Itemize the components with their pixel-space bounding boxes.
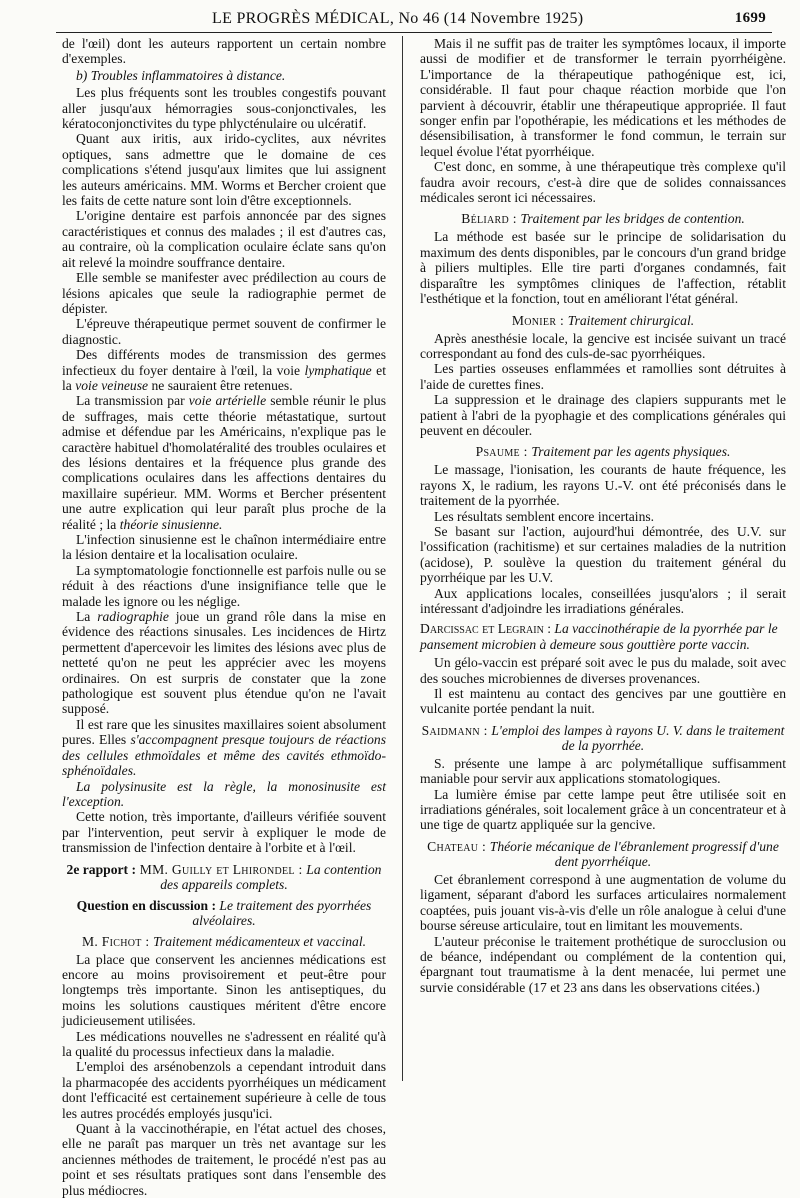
paragraph: Se basant sur l'action, aujourd'hui démontrée, des U.V. sur l'ossification (rachitisme) et sur certaines maladies de la nutrition (acidose), P. soulève la question du traitement général du pyorrhéique par les U.V.: [420, 523, 786, 586]
communication-title: Traitement par les agents physiques.: [531, 444, 731, 460]
communication-heading: [420, 313, 786, 328]
text-run: Il est rare que les sinusites maxillaires soient absolument pures. Elles: [62, 716, 386, 748]
paragraph: Elle semble se manifester avec prédilection au cours de lésions apicales que seule la radiographie permet de dépister.: [62, 270, 386, 316]
paragraph: Les parties osseuses enflammées et ramollies sont détruites à l'aide de curettes fines.: [420, 361, 786, 392]
paragraph: Quant aux iritis, aux irido-cyclites, aux névrites optiques, sans admettre que le domaine de ces complications s'étend jusqu'aux limites que lui assignent les auteurs américains. MM. Worms et Bercher croient que les faits de cette nature sont loin d'être exceptionnels.: [62, 131, 386, 209]
emphasis: voie veineuse: [75, 377, 149, 393]
paragraph: Les résultats semblent encore incertains.: [434, 508, 655, 524]
paragraph: La symptomatologie fonctionnelle est parfois nulle ou se réduit à des réactions d'une insignifiance telle que le malade les ignore ou les néglige.: [62, 562, 386, 609]
header-rule: [56, 32, 772, 33]
paragraph: La méthode est basée sur le principe de solidarisation du maximum des dents disponibles, par le concours d'un grand bridge à piliers multiples. Elle tire parti d'organes condamnés, fait disparaître les symptômes cliniques de l'affection, rétablit l'esthétique et la fonction, tout en améliorant l'état général.: [420, 229, 786, 307]
communication-title: Traitement par les bridges de contention.: [520, 211, 745, 227]
paragraph: S. présente une lampe à arc polymétallique suffisamment maniable pour servir aux applications stomatologiques.: [420, 755, 786, 787]
column-divider: [402, 36, 403, 1081]
communication-title: Traitement chirurgical.: [567, 312, 695, 328]
question-title: Le traitement des pyorrhées alvéolaires.: [192, 897, 372, 928]
paragraph: Aux applications locales, conseillées jusqu'alors ; il serait intéressant d'adjoindre les irradiations générales.: [420, 585, 786, 616]
paragraph: L'épreuve thérapeutique permet souvent de confirmer le diagnostic.: [62, 316, 386, 347]
paragraph: [62, 393, 386, 532]
paragraph: Un gélo-vaccin est préparé soit avec le pus du malade, soit avec des souches microbiennes de diverses provenances.: [420, 655, 786, 686]
communication-heading: [420, 723, 786, 753]
author-name: Darcissac et Legrain :: [420, 621, 555, 637]
journal-title: LE PROGRÈS MÉDICAL, No 46 (14 Novembre 1925): [212, 10, 584, 27]
text-run: Des différents modes de transmission des germes infectieux du foyer dentaire à l'œil, la voie: [62, 347, 386, 378]
paragraph: [62, 609, 386, 717]
communication-title: Théorie mécanique de l'ébranlement progressif d'une dent pyorrhéique.: [489, 838, 779, 869]
paragraph: [62, 717, 386, 779]
running-header: [62, 6, 770, 32]
paragraph: L'origine dentaire est parfois annoncée par des signes caractéristiques et connus des malades ; il est d'autres cas, au contraire, où la complication oculaire éclate sans qu'on ait relevé la moindre souffrance dentaire.: [62, 208, 386, 270]
text-run: et la: [62, 362, 386, 393]
paragraph: Cet ébranlement correspond à une augmentation de volume du ligament, séparant d'abord les surfaces articulaires normalement coaptées, puis jouant vis-à-vis d'elle un rôle analogue à celui d'une bourse séreuse articulaire, tout en limitant les mouvements.: [420, 871, 786, 934]
paragraph: La place que conservent les anciennes médications est encore au moins provisoirement et peut-être pour longtemps très importante. Sinon les antiseptiques, du moins les solutions caustiques méritent d'être encore judicieusement utilisées.: [62, 951, 386, 1029]
question-heading: [62, 898, 386, 928]
left-column: [62, 36, 386, 1198]
paragraph: La polysinusite est la règle, la monosinusite est l'exception.: [62, 778, 386, 809]
author-name: Béliard :: [461, 211, 521, 227]
author-name: Monier :: [511, 312, 568, 328]
emphasis: voie artérielle: [188, 393, 267, 409]
paragraph: L'infection sinusienne est le chaînon intermédiaire entre la lésion dentaire et la localisation oculaire.: [62, 532, 386, 563]
communication-title: L'emploi des lampes à rayons U. V. dans le traitement de la pyorrhée.: [491, 722, 785, 753]
paragraph: La lumière émise par cette lampe peut être utilisée soit en irradiations générales, soit localement grâce à un concentrateur et à une tige de quartz appliquée sur la gencive.: [420, 786, 786, 833]
communication-heading: [420, 444, 786, 459]
question-label: Question en discussion :: [76, 897, 217, 913]
paragraph: [62, 347, 386, 393]
report-heading: [62, 862, 386, 892]
subsection-heading: b) Troubles inflammatoires à distance.: [76, 67, 286, 83]
text-run: joue un grand rôle dans la mise en évidence des réactions sinusales. Les incidences de Hirtz permettent d'apercevoir les limites des lésions avec plus de netteté qu'on ne peut les apprécier avec les moyens ordinaires. On est surpris de constater que la zone pathologique est souvent plus étendue qu'on ne l'avait supposé.: [62, 609, 386, 717]
paragraph: Cette notion, très importante, d'ailleurs vérifiée souvent par l'intervention, peut servir à expliquer le mode de transmission de l'infection dentaire à l'orbite et à l'œil.: [62, 809, 386, 856]
emphasis: lymphatique: [304, 362, 372, 378]
author-name: Saidmann :: [421, 722, 492, 738]
paragraph: C'est donc, en somme, à une thérapeutique très complexe qu'il faudra avoir recours, c'est-à dire que de solides connaissances médicales seront ici nécessaires.: [420, 159, 786, 206]
emphasis: s'accompagnent presque toujours de réactions des cellules ethmoïdales et même des cavités ethmoïdo-sphénoïdales.: [62, 732, 386, 779]
report-title: La contention des appareils complets.: [160, 861, 382, 892]
communication-heading: [420, 839, 786, 869]
author-name: Psaume :: [475, 444, 532, 460]
right-column: [420, 36, 786, 995]
report-label: 2e rapport :: [66, 861, 137, 877]
text-run: ne sauraient être retenues.: [148, 377, 293, 393]
paragraph: Il est maintenu au contact des gencives par une gouttière en vulcanite portée pendant la nuit.: [420, 686, 786, 717]
paragraph: Après anesthésie locale, la gencive est incisée suivant un tracé correspondant au fond des culs-de-sac pyorrhéiques.: [420, 330, 786, 361]
paragraph: La suppression et le drainage des clapiers suppurants met le patient à l'abri de la pyophagie et des complications générales qui peuvent en découler.: [420, 392, 786, 438]
paragraph: L'emploi des arsénobenzols a cependant introduit dans la pharmacopée des accidents pyorrhéiques un médicament dont l'efficacité est certainement supérieure à celle de tous les autres procédés employés jusqu'ici.: [62, 1059, 386, 1121]
paragraph: de l'œil) dont les auteurs rapportent un certain nombre d'exemples.: [62, 36, 386, 67]
text-run: semble réunir le plus de suffrages, mais cette théorie métastatique, surtout admise et défendue par les Américains, n'explique pas le caractère habituel d'homolatéralité des troubles oculaires et des lésions dentaires et la fréquence plus grande des complications oculaires dans les affections dentaires du maxillaire supérieur. MM. Worms et Bercher présentent une autre explication qui leur paraît plus proche de la réalité ; la: [62, 393, 386, 532]
communication-heading: [420, 621, 786, 652]
text-run: La transmission par: [76, 393, 189, 409]
paragraph: Quant à la vaccinothérapie, en l'état actuel des choses, elle ne paraît pas marquer un très net avantage sur les anciennes méthodes de traitement, le procédé n'est pas au point et ses résultats pratiques sont dans l'ensemble des plus médiocres.: [62, 1121, 386, 1198]
page-number: 1699: [734, 10, 766, 26]
text-run: La: [76, 609, 98, 625]
communication-title: La vaccinothérapie de la pyorrhée par le pansement microbien à demeure sous gouttière porte vaccin.: [420, 621, 778, 652]
paragraph: Les plus fréquents sont les troubles congestifs pouvant aller jusqu'aux hémorragies sous-conjonctivales, les kératoconjonctivites du type phlycténulaire ou ulcératif.: [62, 85, 386, 132]
communication-title: Traitement médicamenteux et vaccinal.: [153, 933, 367, 949]
author-name: Chateau :: [427, 838, 490, 854]
communication-heading: [420, 211, 786, 226]
report-authors: MM. Guilly et Lhirondel :: [136, 861, 307, 877]
paragraph: Les médications nouvelles ne s'adressent en réalité qu'à la qualité du processus infectieux dans la maladie.: [62, 1028, 386, 1059]
emphasis: théorie sinusienne.: [119, 516, 223, 532]
author-name: M. Fichot :: [81, 933, 154, 949]
paragraph: L'auteur préconise le traitement prothétique de surocclusion ou de béance, indépendant ou complément de la contention qui, épargnant tout traumatisme à la dent menacée, lui permet une survie considérable (17 et 23 ans dans les observations citées.): [420, 933, 786, 995]
paragraph: Mais il ne suffit pas de traiter les symptômes locaux, il importe aussi de modifier et de transformer le terrain pyorrhéigène. L'importance de la thérapeutique pathogénique est, ici, considérable. Il faut pour chaque réaction morbide que l'on parvient à découvrir, établir une thérapeutique appropriée. Il faut songer enfin par l'opothérapie, les médications et les méthodes de désensibilisation, à transformer le fond commun, le terrain sur lequel évolue l'état pyorrhéique.: [420, 36, 786, 159]
communication-heading: [62, 934, 386, 949]
paragraph: Le massage, l'ionisation, les courants de haute fréquence, les rayons X, le radium, les rayons U.-V. ont été préconisés dans le traitement de la pyorrhée.: [420, 462, 786, 509]
emphasis: radiographie: [97, 609, 169, 625]
